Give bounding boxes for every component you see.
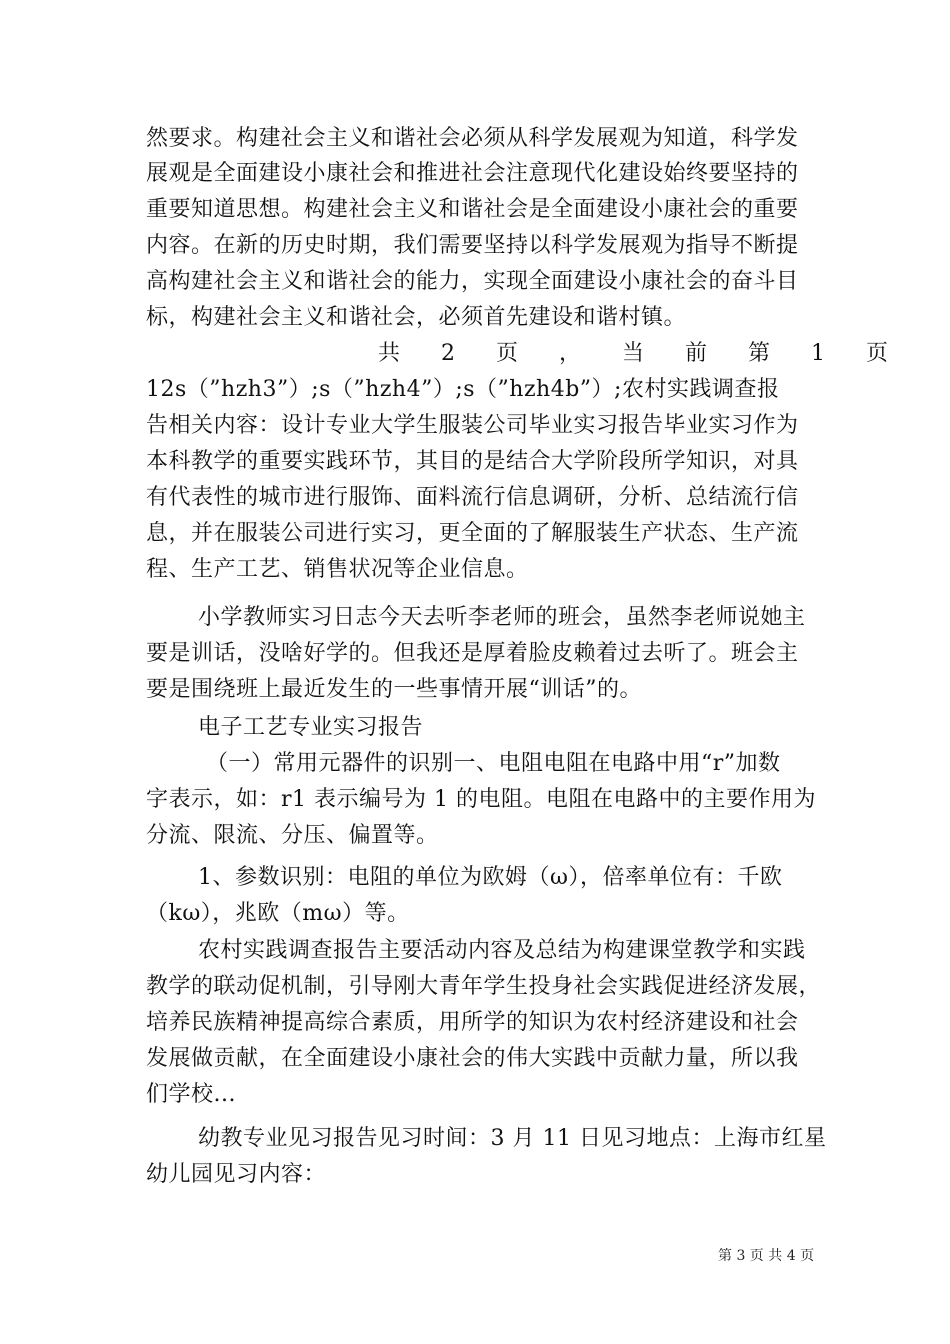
text-line: 高构建社会主义和谐社会的能力，实现全面建设小康社会的奋斗目 (146, 269, 799, 294)
page-footer: 第 3 页 共 4 页 (718, 1248, 815, 1264)
paragraph-start-line: （一）常用元器件的识别一、电阻电阻在电路中用“r”加数 (206, 751, 781, 776)
text-line: 幼儿园见习内容： (146, 1162, 327, 1187)
paragraph-start-line: 农村实践调查报告主要活动内容及总结为构建课堂教学和实践 (198, 938, 806, 963)
paragraph-start-line: 小学教师实习日志今天去听李老师的班会，虽然李老师说她主 (198, 605, 806, 630)
text-line: 教学的联动促机制，引导刚大青年学生投身社会实践促进经济发展， (146, 974, 822, 999)
paragraph-start-line: 1、参数识别：电阻的单位为欧姆（ω），倍率单位有：千欧 (198, 865, 783, 890)
page-indicator: 共 2 页 ， 当 前 第 1 页 (378, 341, 888, 366)
text-line: 程、生产工艺、销售状况等企业信息。 (146, 557, 529, 582)
text-line: 字表示，如：r1 表示编号为 1 的电阻。电阻在电路中的主要作用为 (146, 787, 816, 812)
text-line: 要是围绕班上最近发生的一些事情开展“训话”的。 (146, 677, 642, 702)
text-line: 培养民族精神提高综合素质，用所学的知识为农村经济建设和社会 (146, 1010, 799, 1035)
text-line: （kω），兆欧（mω）等。 (146, 901, 410, 926)
text-line: 展观是全面建设小康社会和推进社会注意现代化建设始终要坚持的 (146, 161, 799, 186)
text-line: 要是训话，没啥好学的。但我还是厚着脸皮赖着过去听了。班会主 (146, 641, 799, 666)
text-line: 发展做贡献，在全面建设小康社会的伟大实践中贡献力量，所以我 (146, 1046, 799, 1071)
text-line: 有代表性的城市进行服饰、面料流行信息调研，分析、总结流行信 (146, 485, 799, 510)
section-heading: 电子工艺专业实习报告 (198, 715, 424, 740)
text-line: 本科教学的重要实践环节，其目的是结合大学阶段所学知识，对具 (146, 449, 799, 474)
text-line: 重要知道思想。构建社会主义和谐社会是全面建设小康社会的重要 (146, 197, 799, 222)
text-line: 标，构建社会主义和谐社会，必须首先建设和谐村镇。 (146, 305, 687, 330)
text-line: 分流、限流、分压、偏置等。 (146, 823, 439, 848)
text-line: 12s（”hzh3”）;s（”hzh4”）;s（”hzh4b”）;农村实践调查报 (146, 377, 780, 402)
text-line: 息，并在服装公司进行实习，更全面的了解服装生产状态、生产流 (146, 521, 799, 546)
text-line: 们学校... (146, 1082, 236, 1107)
text-line: 内容。在新的历史时期，我们需要坚持以科学发展观为指导不断提 (146, 233, 799, 258)
paragraph-start-line: 幼教专业见习报告见习时间：3 月 11 日见习地点：上海市红星 (198, 1126, 827, 1151)
text-line: 告相关内容：设计专业大学生服装公司毕业实习报告毕业实习作为 (146, 413, 799, 438)
text-line: 然要求。构建社会主义和谐社会必须从科学发展观为知道，科学发 (146, 126, 799, 151)
